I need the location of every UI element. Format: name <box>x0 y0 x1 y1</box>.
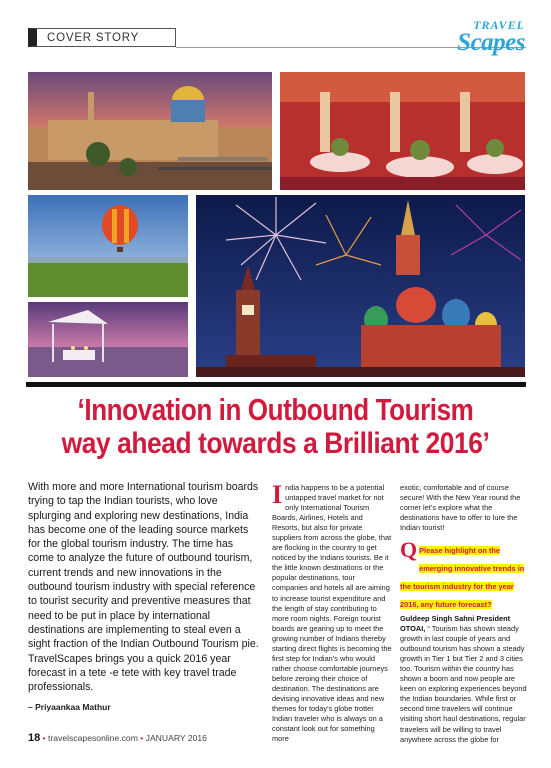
headline-rule <box>26 382 526 387</box>
footer-issue: JANUARY 2016 <box>145 733 207 743</box>
page-number: 18 <box>28 732 41 744</box>
logo-main-text: Scapes <box>457 29 525 56</box>
question-mark-letter: Q <box>400 537 418 562</box>
banquet-hall-photo <box>280 72 525 190</box>
answer-speaker: Guldeep Singh Sahni President OTOAI, <box>400 614 511 634</box>
section-label: COVER STORY <box>28 28 176 47</box>
answer-paragraph <box>400 614 528 745</box>
headline-line-1: ‘Innovation in Outbound Tourism <box>77 392 474 427</box>
hot-air-balloon-photo <box>28 195 188 297</box>
headline-line-2: way ahead towards a Brilliant 2016’ <box>61 427 490 460</box>
qa-block <box>400 537 528 745</box>
byline: – Priyaankaa Mathur <box>28 702 111 712</box>
article-column-1 <box>272 480 392 744</box>
moscow-fireworks-photo <box>196 195 525 377</box>
question-text: Please highlight on the emerging innovative trends in the tourism industry for the year 2016, any future forecast? <box>400 546 525 609</box>
intro-paragraph: With more and more International tourism boards trying to tap the Indian tourists, who love splurging and exploring new destinations, India has become one of the leading source markets for the global tourism industry. The time has come to analyze the future of outbound tourism, current trends and new innovations in the outbound tourism industry with special reference to tourist security and preventive measures that need to be put in place by international destinations are implementing to steal even a sight fraction of the Indian Outbound Tourism pie. TravelScapes brings you a quick 2016 year forecast in a tete -e tete with key travel trade professionals. <box>28 481 259 694</box>
column-1-text: ndia happens to be a potential untapped travel market for not only International Tourism Boards, Airlines, Hotels and Resorts, but also for private suppliers from across the globe, that are flocking in the country to get noticed by the Indians tourists. Be it the little known destinations or the popular destinations, tour companies and hotels all are aiming to increase tourist expenditure and the length of stay contributing to more room nights. Foreign tourist boards are gearing up to meet the growing number of Indians thereby starting direct flights is becoming the first step for Indian’s who would rather choose comfortable journeys before zeroing their choice of destination. The destinations are devising innovative ideas and new themes for today’s globe trotter Indian traveler who is always on a constant look out for something more <box>272 483 392 744</box>
article-column-2: exotic, comfortable and of course secure! With the New Year round the corner let’s explore what the destinations have to offer to lure the Indian tourist! <box>400 483 521 533</box>
footer-website: travelscapesonline.com <box>48 733 138 743</box>
drop-cap: I <box>272 480 283 509</box>
old-city-jerusalem-photo <box>28 72 272 190</box>
footer-bullet-1: • <box>42 733 46 743</box>
page-footer <box>28 732 207 744</box>
travelscapes-logo <box>457 18 525 56</box>
footer-bullet-2: • <box>140 733 144 743</box>
logo-top-text: TRAVEL <box>473 18 525 32</box>
answer-text: “ Tourism has shown steady growth in last couple of years and outbound tourism has shown a steady growth in Tier 1 but Tier 2 and 3 cities too. Tourism within the country has shown a boom and now people are keen on exploring experiences beyond the Indian boundaries. While first or second time travelers will continue visiting short haul destinations, regular travelers will be willing to travel anywhere across the globe for <box>400 624 527 744</box>
beach-dinner-photo <box>28 302 188 377</box>
